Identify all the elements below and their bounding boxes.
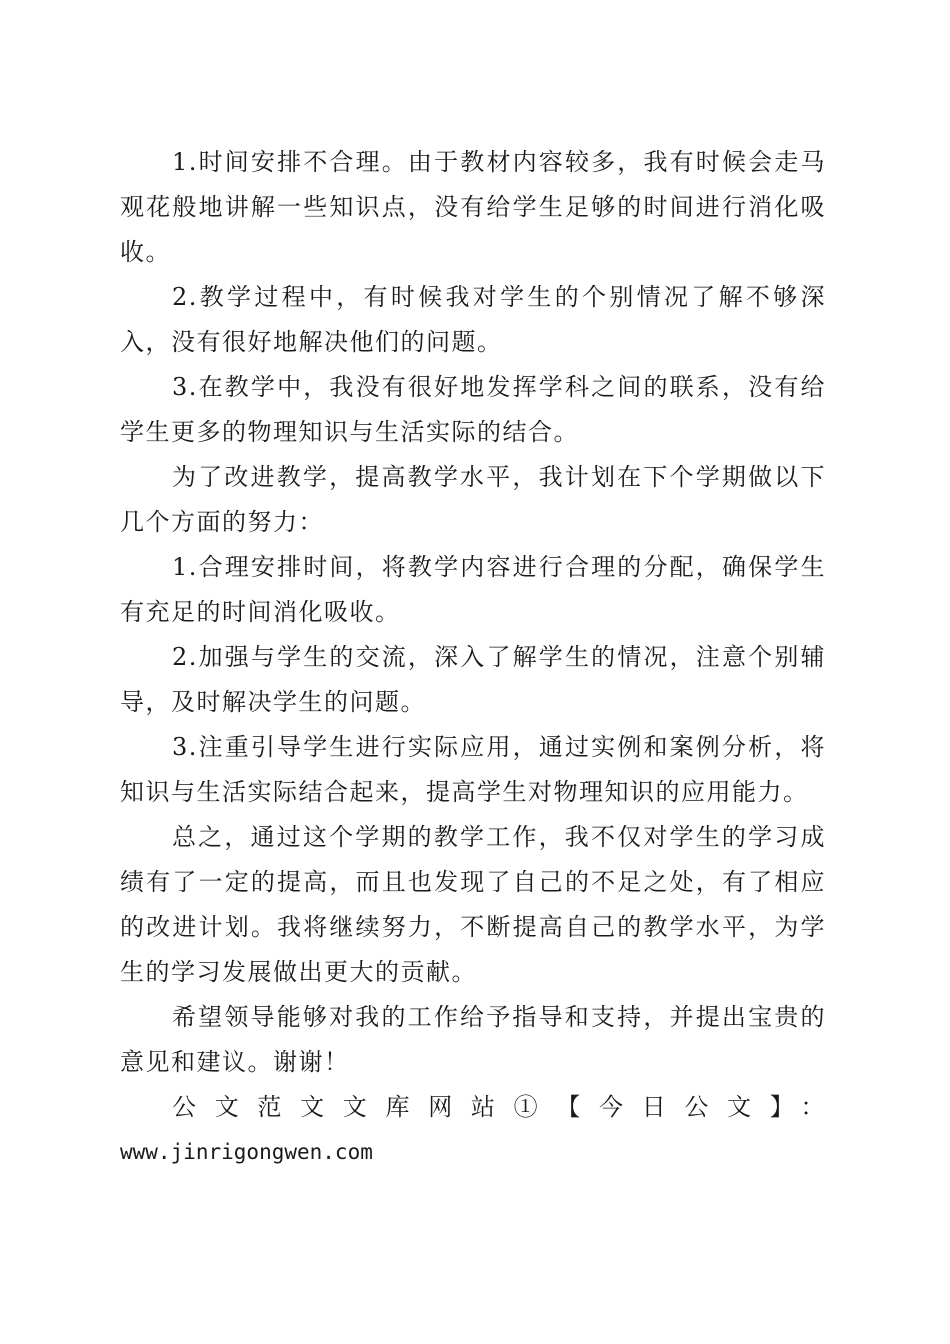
footer-url: www.jinrigongwen.com <box>120 1140 373 1164</box>
footer-site-label: 公文范文文库网站①【今日公文】： <box>172 1093 826 1121</box>
paragraph-individual-situation: 2.教学过程中，有时候我对学生的个别情况了解不够深入，没有很好地解决他们的问题。 <box>120 283 826 356</box>
paragraph-plan-application: 3.注重引导学生进行实际应用，通过实例和案例分析，将知识与生活实际结合起来，提高学生对物理知识的应用能力。 <box>120 733 826 806</box>
paragraph-summary: 总之，通过这个学期的教学工作，我不仅对学生的学习成绩有了一定的提高，而且也发现了自己的不足之处，有了相应的改进计划。我将继续努力，不断提高自己的教学水平，为学生的学习发展做出更大的贡献。 <box>120 823 826 986</box>
paragraph-time-arrangement: 1.时间安排不合理。由于教材内容较多，我有时候会走马观花般地讲解一些知识点，没有给学生足够的时间进行消化吸收。 <box>120 148 826 266</box>
document-body <box>120 140 826 1175</box>
paragraph-improvement-plan-intro: 为了改进教学，提高教学水平，我计划在下个学期做以下几个方面的努力： <box>120 463 826 536</box>
paragraph-plan-time: 1.合理安排时间，将教学内容进行合理的分配，确保学生有充足的时间消化吸收。 <box>120 553 826 626</box>
paragraph-plan-communication: 2.加强与学生的交流，深入了解学生的情况，注意个别辅导，及时解决学生的问题。 <box>120 643 826 716</box>
paragraph-closing: 希望领导能够对我的工作给予指导和支持，并提出宝贵的意见和建议。谢谢！ <box>120 1003 826 1076</box>
paragraph-subject-connection: 3.在教学中，我没有很好地发挥学科之间的联系，没有给学生更多的物理知识与生活实际的结合。 <box>120 373 826 446</box>
